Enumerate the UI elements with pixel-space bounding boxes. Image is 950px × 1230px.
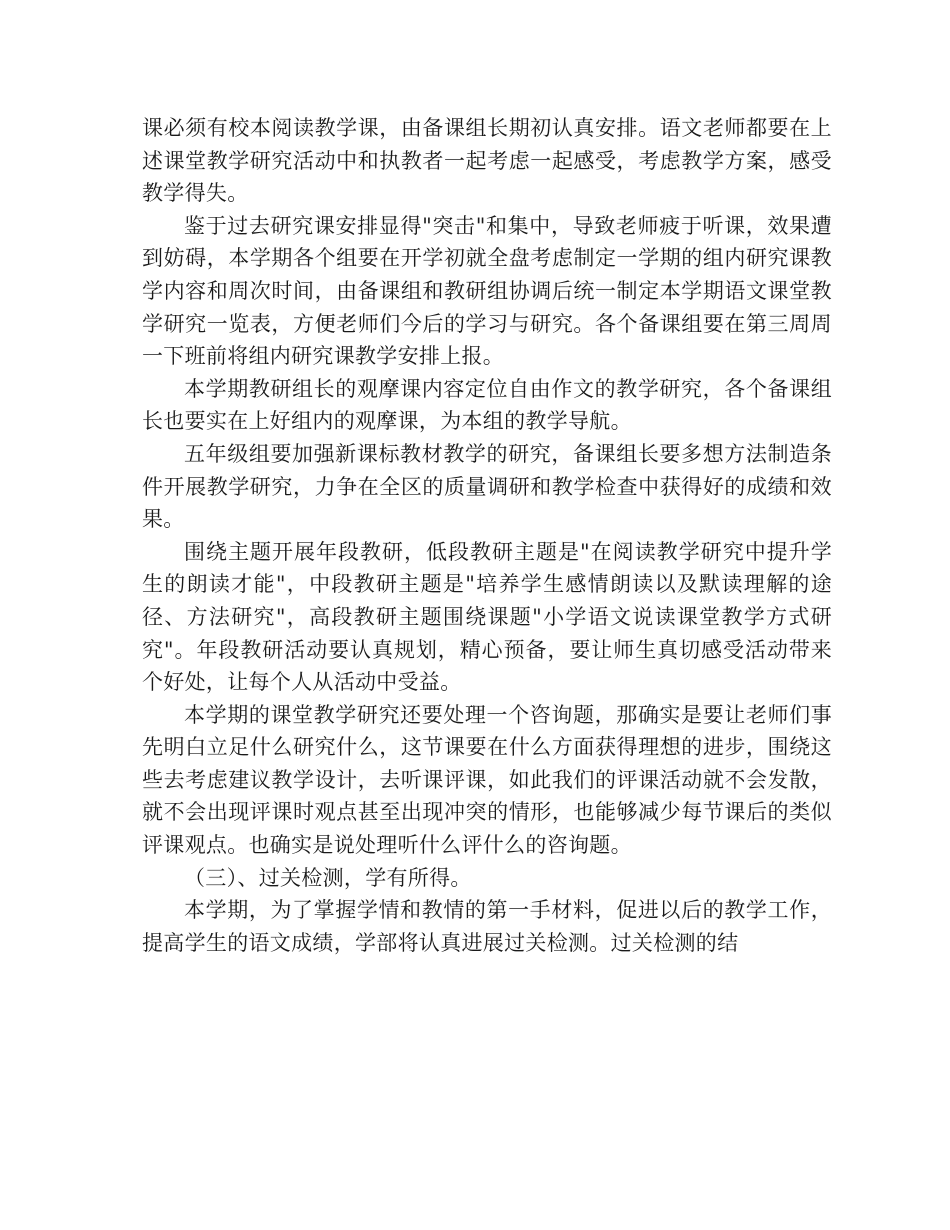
paragraph-4: 五年级组要加强新课标教材教学的研究，备课组长要多想方法制造条件开展教学研究，力争在全区的质量调研和教学检查中获得好的成绩和效果。 <box>142 441 832 532</box>
paragraph-5: 围绕主题开展年段教研，低段教研主题是"在阅读教学研究中提升学生的朗读才能"，中段教研主题是"培养学生感情朗读以及默读理解的途径、方法研究"，高段教研主题围绕课题"小学语文说读课堂教学方式研究"。年段教研活动要认真规划，精心预备，要让师生真切感受活动带来个好处，让每个人从活动中受益。 <box>142 539 832 695</box>
paragraph-7: 本学期，为了掌握学情和教情的第一手材料，促进以后的教学工作，提高学生的语文成绩，学部将认真进展过关检测。过关检测的结 <box>142 898 832 955</box>
paragraph-1: 课必须有校本阅读教学课，由备课组长期初认真安排。语文老师都要在上述课堂教学研究活动中和执教者一起考虑一起感受，考虑教学方案，感受教学得失。 <box>142 116 832 206</box>
paragraph-3: 本学期教研组长的观摩课内容定位自由作文的教学研究，各个备课组长也要实在上好组内的观摩课，为本组的教学导航。 <box>142 376 832 434</box>
paragraph-6: 本学期的课堂教学研究还要处理一个咨询题，那确实是要让老师们事先明白立足什么研究什么，这节课要在什么方面获得理想的进步，围绕这些去考虑建议教学设计，去听课评课，如此我们的评课活动就不会发散，就不会出现评课时观点甚至出现冲突的情形，也能够减少每节课后的类似评课观点。也确实是说处理听什么评什么的咨询题。 <box>142 702 832 858</box>
document-body <box>142 112 832 959</box>
section-heading-3: （三）、过关检测，学有所得。 <box>184 865 472 890</box>
paragraph-2: 鉴于过去研究课安排显得"突击"和集中，导致老师疲于听课，效果遭到妨碍，本学期各个组要在开学初就全盘考虑制定一学期的组内研究课教学内容和周次时间，由备课组和教研组协调后统一制定本学期语文课堂教学研究一览表，方便老师们今后的学习与研究。各个备课组要在第三周周一下班前将组内研究课教学安排上报。 <box>142 213 832 369</box>
